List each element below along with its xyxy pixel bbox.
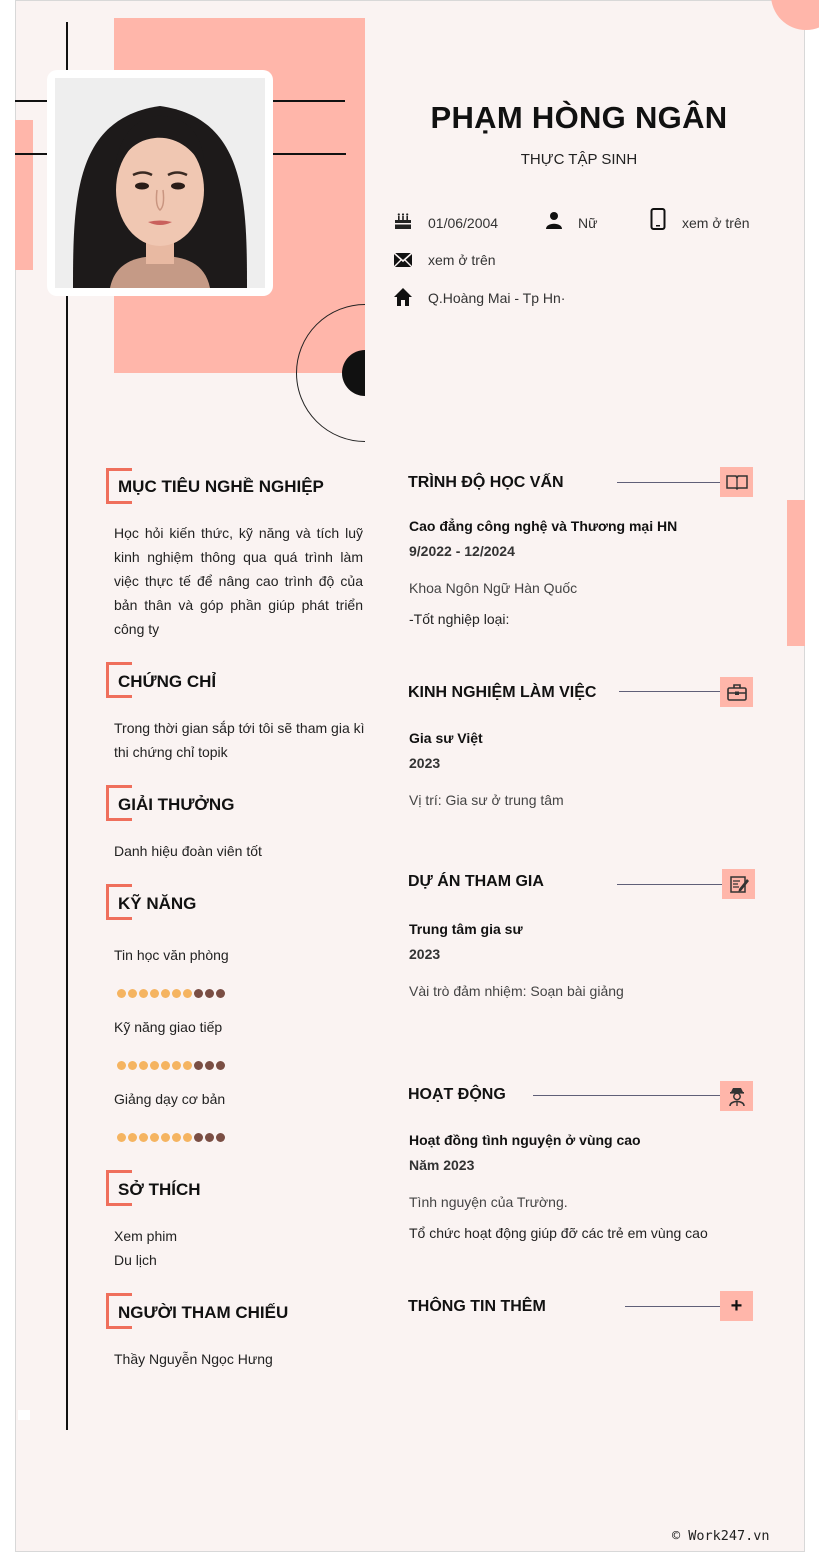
skill-dot-filled — [117, 989, 126, 998]
skill-dot-filled — [161, 1061, 170, 1070]
references-title: NGƯỜI THAM CHIẾU — [118, 1303, 289, 1322]
education-title: TRÌNH ĐỘ HỌC VẤN — [408, 474, 564, 491]
skill-dot-filled — [128, 1133, 137, 1142]
decor-pink-strip-right — [787, 500, 805, 646]
education-detail: -Tốt nghiệp loại: — [409, 611, 510, 627]
candidate-name: PHẠM HÒNG NGÂN — [430, 100, 728, 135]
skill-dot-filled — [139, 989, 148, 998]
book-icon — [720, 467, 753, 497]
skills-title: KỸ NĂNG — [118, 894, 197, 913]
birthday-text: 01/06/2004 — [428, 215, 499, 231]
skill-dot-empty — [216, 1061, 225, 1070]
person-icon — [544, 210, 564, 230]
skill-dot-empty — [194, 989, 203, 998]
envelope-icon — [393, 250, 413, 270]
references-text: Thầy Nguyễn Ngọc Hưng — [114, 1351, 273, 1367]
certificates-text: Trong thời gian sắp tới tôi sẽ tham gia kì thi chứng chỉ topik — [114, 720, 365, 760]
section-rule — [617, 482, 720, 483]
awards-title: GIẢI THƯỞNG — [118, 795, 235, 814]
skill-dot-filled — [139, 1061, 148, 1070]
skill-dot-filled — [183, 1061, 192, 1070]
skill-dot-empty — [205, 1061, 214, 1070]
project-period: 2023 — [409, 946, 441, 962]
education-school: Cao đẳng công nghệ và Thương mại HN — [409, 518, 678, 534]
skill-dot-filled — [183, 989, 192, 998]
skill-dot-filled — [172, 1133, 181, 1142]
skill-dot-filled — [183, 1133, 192, 1142]
skill-dot-filled — [128, 1061, 137, 1070]
skill-dot-empty — [216, 1133, 225, 1142]
skill-dot-filled — [139, 1133, 148, 1142]
skill-rating — [117, 1061, 225, 1070]
education-detail: Khoa Ngôn Ngữ Hàn Quốc — [409, 580, 578, 596]
experience-title: KINH NGHIỆM LÀM VIỆC — [408, 684, 597, 701]
skill-dot-filled — [172, 1061, 181, 1070]
skill-rating — [117, 1133, 225, 1142]
decor-white-mark — [18, 1410, 30, 1420]
experience-detail: Vị trí: Gia sư ở trung tâm — [409, 792, 564, 808]
activity-name: Hoạt đồng tình nguyện ở vùng cao — [409, 1132, 641, 1148]
skill-name: Giảng dạy cơ bản — [114, 1091, 226, 1107]
email-text: xem ở trên — [428, 252, 496, 268]
activities-title: HOẠT ĐỘNG — [408, 1086, 506, 1103]
skill-name: Kỹ năng giao tiếp — [114, 1019, 223, 1035]
experience-period: 2023 — [409, 755, 441, 771]
skill-dot-empty — [194, 1061, 203, 1070]
section-rule — [533, 1095, 720, 1096]
cake-icon — [393, 211, 413, 231]
experience-company: Gia sư Việt — [409, 730, 483, 746]
project-name: Trung tâm gia sư — [409, 921, 523, 937]
objective-title: MỤC TIÊU NGHỀ NGHIỆP — [118, 477, 324, 496]
awards-text: Danh hiệu đoàn viên tốt — [114, 843, 262, 859]
volunteer-icon — [720, 1081, 753, 1111]
home-icon — [393, 287, 413, 307]
skill-name: Tin học văn phòng — [114, 947, 229, 963]
add-info-button[interactable]: + — [720, 1291, 753, 1321]
address-text: Q.Hoàng Mai - Tp Hn· — [428, 290, 566, 306]
hobby-item: Xem phim — [114, 1228, 178, 1244]
section-rule — [617, 884, 722, 885]
skill-dot-empty — [205, 1133, 214, 1142]
hobbies-title: SỞ THÍCH — [118, 1180, 201, 1199]
hobby-item: Du lịch — [114, 1252, 157, 1268]
phone-text: xem ở trên — [682, 215, 750, 231]
skill-dot-empty — [194, 1133, 203, 1142]
more-info-title: THÔNG TIN THÊM — [408, 1298, 546, 1315]
skill-dot-filled — [150, 989, 159, 998]
activity-detail: Tổ chức hoạt động giúp đỡ các trẻ em vùng cao — [409, 1225, 708, 1241]
skill-dot-filled — [161, 989, 170, 998]
education-period: 9/2022 - 12/2024 — [409, 543, 515, 559]
profile-photo — [55, 78, 265, 288]
footer-watermark: © Work247.vn — [672, 1528, 770, 1544]
skill-dot-filled — [161, 1133, 170, 1142]
activity-period: Năm 2023 — [409, 1157, 475, 1173]
decor-pink-strip-left — [15, 120, 33, 270]
skill-dot-filled — [128, 989, 137, 998]
skill-rating — [117, 989, 225, 998]
gender-text: Nữ — [578, 215, 598, 231]
objective-text: Học hỏi kiến thức, kỹ năng và tích luỹ kinh nghiệm thông qua quá trình làm việc thực tế để nâng cao trình độ của bản thân và góp phần giúp phát triển công ty — [114, 525, 363, 637]
skill-dot-filled — [117, 1061, 126, 1070]
briefcase-icon — [720, 677, 753, 707]
skill-dot-empty — [216, 989, 225, 998]
section-rule — [619, 691, 720, 692]
skill-dot-filled — [150, 1061, 159, 1070]
project-detail: Vài trò đảm nhiệm: Soạn bài giảng — [409, 983, 624, 999]
phone-icon — [648, 209, 668, 229]
skill-dot-empty — [205, 989, 214, 998]
skill-dot-filled — [150, 1133, 159, 1142]
activity-detail: Tình nguyện của Trường. — [409, 1194, 568, 1210]
section-rule — [625, 1306, 720, 1307]
skill-dot-filled — [117, 1133, 126, 1142]
certificates-title: CHỨNG CHỈ — [118, 672, 217, 691]
document-edit-icon — [722, 869, 755, 899]
projects-title: DỰ ÁN THAM GIA — [408, 873, 544, 890]
skill-dot-filled — [172, 989, 181, 998]
decor-mask — [365, 290, 455, 450]
candidate-role: THỰC TẬP SINH — [520, 151, 638, 168]
